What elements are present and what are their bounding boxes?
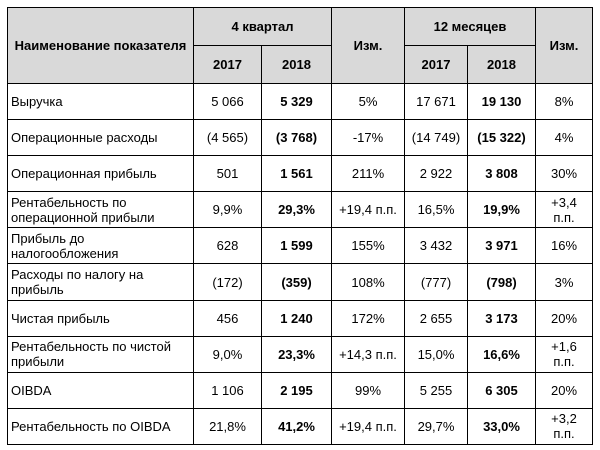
q4-2018-cell: 41,2% bbox=[262, 408, 332, 444]
m12-2018-cell: 19 130 bbox=[468, 84, 536, 120]
table-row bbox=[8, 372, 593, 408]
table-row bbox=[8, 408, 593, 444]
m12-2017-cell: (14 749) bbox=[405, 120, 468, 156]
q4-change-cell: +19,4 п.п. bbox=[332, 192, 405, 228]
m12-change-cell: 4% bbox=[536, 120, 593, 156]
m12-change-cell: 8% bbox=[536, 84, 593, 120]
m12-2017-cell: 2 922 bbox=[405, 156, 468, 192]
m12-change-cell: 30% bbox=[536, 156, 593, 192]
m12-2018-cell: 19,9% bbox=[468, 192, 536, 228]
header-q4-2018: 2018 bbox=[262, 46, 332, 84]
q4-2017-cell: 1 106 bbox=[194, 372, 262, 408]
m12-2017-cell: (777) bbox=[405, 264, 468, 300]
m12-2017-cell: 16,5% bbox=[405, 192, 468, 228]
m12-2017-cell: 5 255 bbox=[405, 372, 468, 408]
indicator-cell: Рентабельность по чистой прибыли bbox=[8, 336, 194, 372]
q4-2017-cell: 628 bbox=[194, 228, 262, 264]
header-q4: 4 квартал bbox=[194, 8, 332, 46]
header-row-periods bbox=[8, 8, 593, 46]
header-12m-2017: 2017 bbox=[405, 46, 468, 84]
m12-2018-cell: 3 971 bbox=[468, 228, 536, 264]
financial-results-table bbox=[7, 7, 593, 445]
table-row bbox=[8, 228, 593, 264]
table-row bbox=[8, 264, 593, 300]
header-q4-change: Изм. bbox=[332, 8, 405, 84]
q4-2018-cell: 23,3% bbox=[262, 336, 332, 372]
table-row bbox=[8, 192, 593, 228]
m12-2017-cell: 3 432 bbox=[405, 228, 468, 264]
q4-2018-cell: 29,3% bbox=[262, 192, 332, 228]
table-row bbox=[8, 120, 593, 156]
m12-change-cell: +3,4 п.п. bbox=[536, 192, 593, 228]
m12-change-cell: 20% bbox=[536, 300, 593, 336]
m12-2017-cell: 29,7% bbox=[405, 408, 468, 444]
q4-change-cell: 155% bbox=[332, 228, 405, 264]
m12-2018-cell: 3 808 bbox=[468, 156, 536, 192]
m12-2017-cell: 17 671 bbox=[405, 84, 468, 120]
m12-change-cell: 20% bbox=[536, 372, 593, 408]
q4-change-cell: -17% bbox=[332, 120, 405, 156]
q4-2018-cell: 1 561 bbox=[262, 156, 332, 192]
header-12m-2018: 2018 bbox=[468, 46, 536, 84]
table-body bbox=[8, 84, 593, 445]
q4-2017-cell: 456 bbox=[194, 300, 262, 336]
indicator-cell: Выручка bbox=[8, 84, 194, 120]
table-row bbox=[8, 156, 593, 192]
m12-2017-cell: 15,0% bbox=[405, 336, 468, 372]
header-12-months: 12 месяцев bbox=[405, 8, 536, 46]
q4-2017-cell: (172) bbox=[194, 264, 262, 300]
header-q4-2017: 2017 bbox=[194, 46, 262, 84]
q4-2018-cell: 1 599 bbox=[262, 228, 332, 264]
q4-2017-cell: 21,8% bbox=[194, 408, 262, 444]
indicator-cell: Прибыль до налогообложения bbox=[8, 228, 194, 264]
q4-2017-cell: 5 066 bbox=[194, 84, 262, 120]
indicator-cell: Операционные расходы bbox=[8, 120, 194, 156]
q4-change-cell: 99% bbox=[332, 372, 405, 408]
q4-2018-cell: 2 195 bbox=[262, 372, 332, 408]
q4-change-cell: 5% bbox=[332, 84, 405, 120]
q4-2018-cell: (3 768) bbox=[262, 120, 332, 156]
q4-2017-cell: (4 565) bbox=[194, 120, 262, 156]
m12-2017-cell: 2 655 bbox=[405, 300, 468, 336]
m12-change-cell: 3% bbox=[536, 264, 593, 300]
m12-2018-cell: (15 322) bbox=[468, 120, 536, 156]
m12-2018-cell: (798) bbox=[468, 264, 536, 300]
q4-change-cell: 211% bbox=[332, 156, 405, 192]
header-indicator: Наименование показателя bbox=[8, 8, 194, 84]
q4-change-cell: 172% bbox=[332, 300, 405, 336]
header-12m-change: Изм. bbox=[536, 8, 593, 84]
q4-2018-cell: (359) bbox=[262, 264, 332, 300]
indicator-cell: OIBDA bbox=[8, 372, 194, 408]
q4-2017-cell: 501 bbox=[194, 156, 262, 192]
table-row bbox=[8, 300, 593, 336]
indicator-cell: Рентабельность по операционной прибыли bbox=[8, 192, 194, 228]
table-row bbox=[8, 336, 593, 372]
indicator-cell: Расходы по налогу на прибыль bbox=[8, 264, 194, 300]
q4-change-cell: +19,4 п.п. bbox=[332, 408, 405, 444]
q4-change-cell: 108% bbox=[332, 264, 405, 300]
m12-2018-cell: 16,6% bbox=[468, 336, 536, 372]
m12-change-cell: +3,2 п.п. bbox=[536, 408, 593, 444]
indicator-cell: Рентабельность по OIBDA bbox=[8, 408, 194, 444]
indicator-cell: Чистая прибыль bbox=[8, 300, 194, 336]
m12-change-cell: 16% bbox=[536, 228, 593, 264]
m12-2018-cell: 6 305 bbox=[468, 372, 536, 408]
indicator-cell: Операционная прибыль bbox=[8, 156, 194, 192]
q4-2017-cell: 9,0% bbox=[194, 336, 262, 372]
m12-change-cell: +1,6 п.п. bbox=[536, 336, 593, 372]
table-row bbox=[8, 84, 593, 120]
q4-change-cell: +14,3 п.п. bbox=[332, 336, 405, 372]
m12-2018-cell: 3 173 bbox=[468, 300, 536, 336]
q4-2018-cell: 5 329 bbox=[262, 84, 332, 120]
q4-2017-cell: 9,9% bbox=[194, 192, 262, 228]
q4-2018-cell: 1 240 bbox=[262, 300, 332, 336]
m12-2018-cell: 33,0% bbox=[468, 408, 536, 444]
